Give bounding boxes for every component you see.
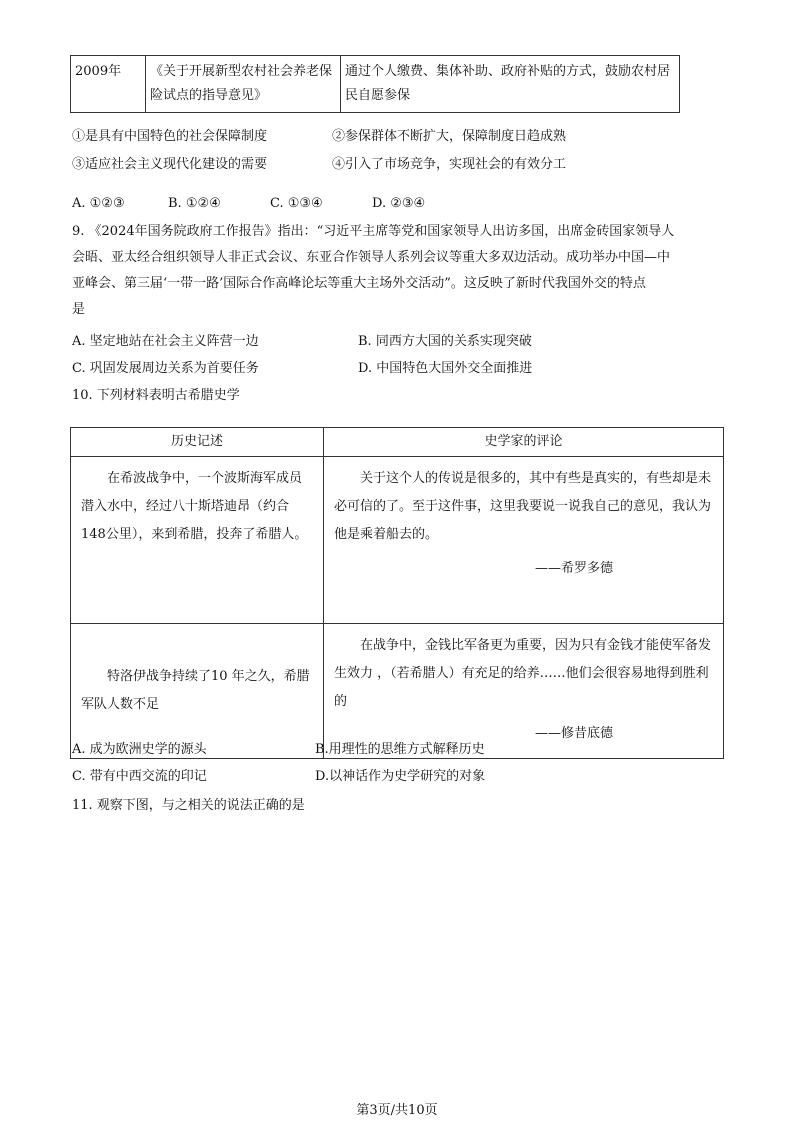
column-header-comment: 史学家的评论 — [324, 428, 724, 457]
q8-option-a[interactable]: A. ①②③ — [72, 196, 125, 211]
table-row — [71, 624, 724, 759]
q8-statement-1: ①是具有中国特色的社会保障制度 — [72, 129, 268, 144]
cell-record-1 — [71, 457, 324, 624]
cell-comment-1 — [324, 457, 724, 624]
policy-content: 通过个人缴费、集体补助、政府补贴的方式，鼓励农村居民自愿参保 — [341, 56, 680, 113]
table-header-row — [71, 428, 724, 457]
q10-stem: 10. 下列材料表明古希腊史学 — [72, 388, 240, 403]
q8-option-b[interactable]: B. ①②④ — [168, 196, 221, 211]
cell-comment-2 — [324, 624, 724, 759]
q11-stem: 11. 观察下图，与之相关的说法正确的是 — [72, 798, 305, 813]
q10-option-a[interactable]: A. 成为欧洲史学的源头 — [72, 742, 207, 757]
q8-option-d[interactable]: D. ②③④ — [372, 196, 426, 211]
q8-statement-3: ③适应社会主义现代化建设的需要 — [72, 157, 268, 172]
column-header-record: 历史记述 — [71, 428, 324, 457]
q9-stem-line-3: 亚峰会、第三届‘一带一路’国际合作高峰论坛等重大主场外交活动”。这反映了新时代我国外交的特点 — [72, 276, 646, 291]
comment-author-1: ——希罗多德 — [534, 561, 613, 576]
policy-year: 2009年 — [71, 56, 146, 113]
q10-option-d[interactable]: D.以神话作为史学研究的对象 — [315, 769, 486, 784]
q9-option-a[interactable]: A. 坚定地站在社会主义阵营一边 — [72, 334, 259, 349]
policy-document: 《关于开展新型农村社会养老保险试点的指导意见》 — [146, 56, 341, 113]
q9-stem-line-4: 是 — [72, 302, 86, 317]
q9-option-d[interactable]: D. 中国特色大国外交全面推进 — [358, 361, 533, 376]
q9-option-b[interactable]: B. 同西方大国的关系实现突破 — [358, 334, 532, 349]
record-text-2: 特洛伊战争持续了10 年之久，希腊军队人数不足 — [81, 669, 310, 712]
q9-option-c[interactable]: C. 巩固发展周边关系为首要任务 — [72, 361, 259, 376]
q10-option-c[interactable]: C. 带有中西交流的印记 — [72, 769, 207, 784]
table-row — [71, 457, 724, 624]
q9-stem-line-1: 9. 《2024年国务院政府工作报告》指出：“习近平主席等党和国家领导人出访多国，出席金砖国家领导人 — [72, 224, 675, 239]
q9-stem-line-2: 会晤、亚太经合组织领导人非正式会议、东亚合作领导人系列会议等重大多双边活动。成功举办中国—中 — [72, 250, 671, 265]
policy-table — [70, 55, 680, 113]
cell-record-2 — [71, 624, 324, 759]
history-table — [70, 427, 724, 759]
q8-statement-2: ②参保群体不断扩大，保障制度日趋成熟 — [332, 129, 567, 144]
record-text-1: 在希波战争中，一个波斯海军成员潜入水中，经过八十斯塔迪昂（约合148公里），来到希腊，投奔了希腊人。 — [81, 471, 308, 542]
comment-author-2: ——修昔底德 — [534, 726, 613, 741]
q8-statement-4: ④引入了市场竞争，实现社会的有效分工 — [332, 157, 567, 172]
comment-text-2: 在战争中，金钱比军备更为重要，因为只有金钱才能使军备发生效力 ，（若希腊人）有充足的给养……他们会很容易地得到胜利的 — [334, 638, 712, 709]
table-row — [71, 56, 680, 113]
page-number: 第3页/共10页 — [356, 1103, 438, 1118]
q10-option-b[interactable]: B.用理性的思维方式解释历史 — [315, 742, 485, 757]
comment-text-1: 关于这个人的传说是很多的，其中有些是真实的，有些却是未必可信的了。至于这件事，这里我要说一说我自己的意见，我认为他是乘着船去的。 — [334, 471, 712, 542]
q8-option-c[interactable]: C. ①③④ — [270, 196, 323, 211]
